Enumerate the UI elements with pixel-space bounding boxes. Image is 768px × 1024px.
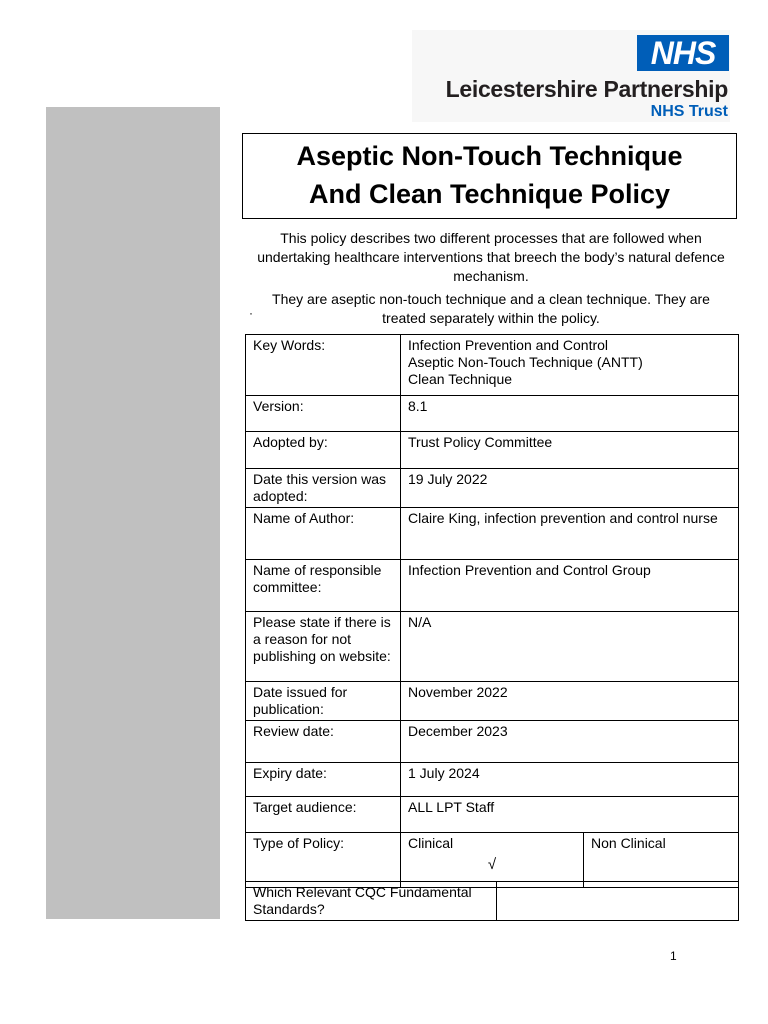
date-issued-label: Date issued for publication: <box>246 682 401 721</box>
cqc-value <box>497 882 739 921</box>
org-trust: NHS Trust <box>650 103 728 120</box>
table-row <box>246 721 739 763</box>
intro-paragraph-2: They are aseptic non-touch technique and a clean technique. They are treated separately within the policy. <box>272 291 710 326</box>
policy-type-nonclinical: Non Clinical <box>584 833 739 888</box>
author-label: Name of Author: <box>246 508 401 560</box>
title-line-1: Aseptic Non-Touch Technique <box>296 141 683 171</box>
policy-type-clinical <box>401 833 584 888</box>
side-bar-decoration <box>46 107 220 919</box>
table-row <box>246 763 739 797</box>
target-audience-value: ALL LPT Staff <box>401 797 739 833</box>
table-row <box>246 432 739 469</box>
table-row <box>246 882 739 921</box>
key-words-label: Key Words: <box>246 335 401 396</box>
expiry-date-value: 1 July 2024 <box>401 763 739 797</box>
key-words-value <box>401 335 739 396</box>
clinical-label: Clinical <box>408 835 454 851</box>
author-value: Claire King, infection prevention and control nurse <box>401 508 739 560</box>
expiry-date-label: Expiry date: <box>246 763 401 797</box>
committee-label: Name of responsible committee: <box>246 560 401 612</box>
table-row <box>246 797 739 833</box>
version-label: Version: <box>246 396 401 432</box>
committee-value: Infection Prevention and Control Group <box>401 560 739 612</box>
table-row <box>246 612 739 682</box>
target-audience-label: Target audience: <box>246 797 401 833</box>
cqc-table <box>245 881 739 921</box>
table-row <box>246 682 739 721</box>
not-publishing-label: Please state if there is a reason for not publishing on website: <box>246 612 401 682</box>
policy-info-table <box>245 334 739 888</box>
table-row <box>246 396 739 432</box>
key-word: Aseptic Non-Touch Technique (ANTT) <box>408 354 643 370</box>
key-word: Clean Technique <box>408 371 513 387</box>
key-word: Infection Prevention and Control <box>408 337 609 353</box>
table-row <box>246 560 739 612</box>
org-name: Leicestershire Partnership <box>445 76 728 102</box>
review-date-value: December 2023 <box>401 721 739 763</box>
date-issued-value: November 2022 <box>401 682 739 721</box>
intro-paragraph-1: This policy describes two different processes that are followed when undertaking healthcare interventions that breech the body’s natural defence mechanism. <box>257 230 725 284</box>
title-line-2: And Clean Technique Policy <box>308 179 671 209</box>
table-row <box>246 508 739 560</box>
table-row <box>246 833 739 888</box>
review-date-label: Review date: <box>246 721 401 763</box>
date-adopted-value: 19 July 2022 <box>401 469 739 508</box>
adopted-by-value: Trust Policy Committee <box>401 432 739 469</box>
document-title <box>242 133 737 219</box>
page-number: 1 <box>670 949 677 963</box>
table-row <box>246 335 739 396</box>
date-adopted-label: Date this version was adopted: <box>246 469 401 508</box>
table-row <box>246 469 739 508</box>
nhs-logo: NHS <box>637 35 729 71</box>
adopted-by-label: Adopted by: <box>246 432 401 469</box>
version-value: 8.1 <box>401 396 739 432</box>
policy-type-label: Type of Policy: <box>246 833 401 888</box>
cqc-label: Which Relevant CQC Fundamental Standards? <box>246 882 497 921</box>
not-publishing-value: N/A <box>401 612 739 682</box>
bullet-mark: · <box>249 306 253 320</box>
check-mark-icon: √ <box>487 856 497 873</box>
